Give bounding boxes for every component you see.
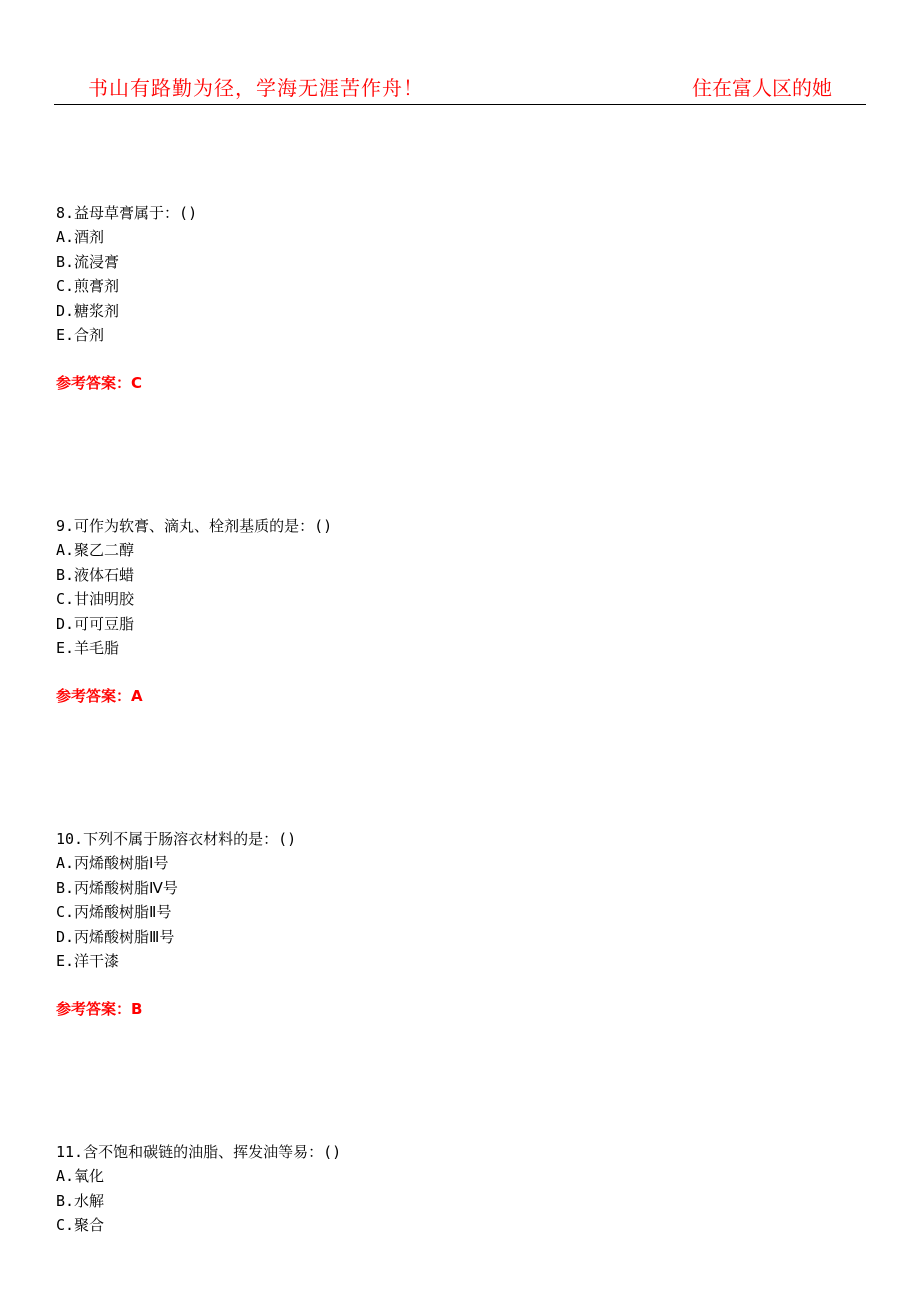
option-e: E.合剂 [56, 325, 105, 344]
option-d: D.可可豆脂 [56, 614, 135, 633]
question-8 [56, 201, 856, 395]
option-d: D.糖浆剂 [56, 301, 120, 320]
question-9 [56, 514, 856, 708]
header-motto: 书山有路勤为径，学海无涯苦作舟！ [88, 76, 424, 100]
page-header [54, 70, 866, 105]
reference-answer: 参考答案：A [56, 687, 143, 706]
reference-answer: 参考答案：C [56, 374, 143, 393]
option-a: A.丙烯酸树脂Ⅰ号 [56, 854, 169, 873]
option-b: B.水解 [56, 1191, 105, 1210]
option-e: E.洋干漆 [56, 951, 120, 970]
option-c: C.甘油明胶 [56, 590, 135, 609]
option-c: C.煎膏剂 [56, 277, 120, 296]
reference-answer: 参考答案：B [56, 1000, 143, 1019]
option-d: D.丙烯酸树脂Ⅲ号 [56, 927, 175, 946]
option-a: A.酒剂 [56, 228, 105, 247]
option-b: B.液体石蜡 [56, 565, 135, 584]
question-10 [56, 827, 856, 1021]
question-11 [56, 1140, 856, 1238]
option-b: B.丙烯酸树脂Ⅳ号 [56, 878, 178, 897]
question-stem: 8.益母草膏属于：() [56, 204, 198, 222]
question-stem: 9.可作为软膏、滴丸、栓剂基质的是：() [56, 517, 333, 535]
question-stem: 11.含不饱和碳链的油脂、挥发油等易：() [56, 1143, 342, 1161]
option-e: E.羊毛脂 [56, 638, 120, 657]
option-c: C.丙烯酸树脂Ⅱ号 [56, 903, 172, 922]
option-a: A.聚乙二醇 [56, 541, 135, 560]
question-stem: 10.下列不属于肠溶衣材料的是：() [56, 830, 297, 848]
header-author: 住在富人区的她 [692, 76, 832, 100]
option-b: B.流浸膏 [56, 252, 120, 271]
option-c: C.聚合 [56, 1216, 105, 1235]
option-a: A.氧化 [56, 1167, 105, 1186]
